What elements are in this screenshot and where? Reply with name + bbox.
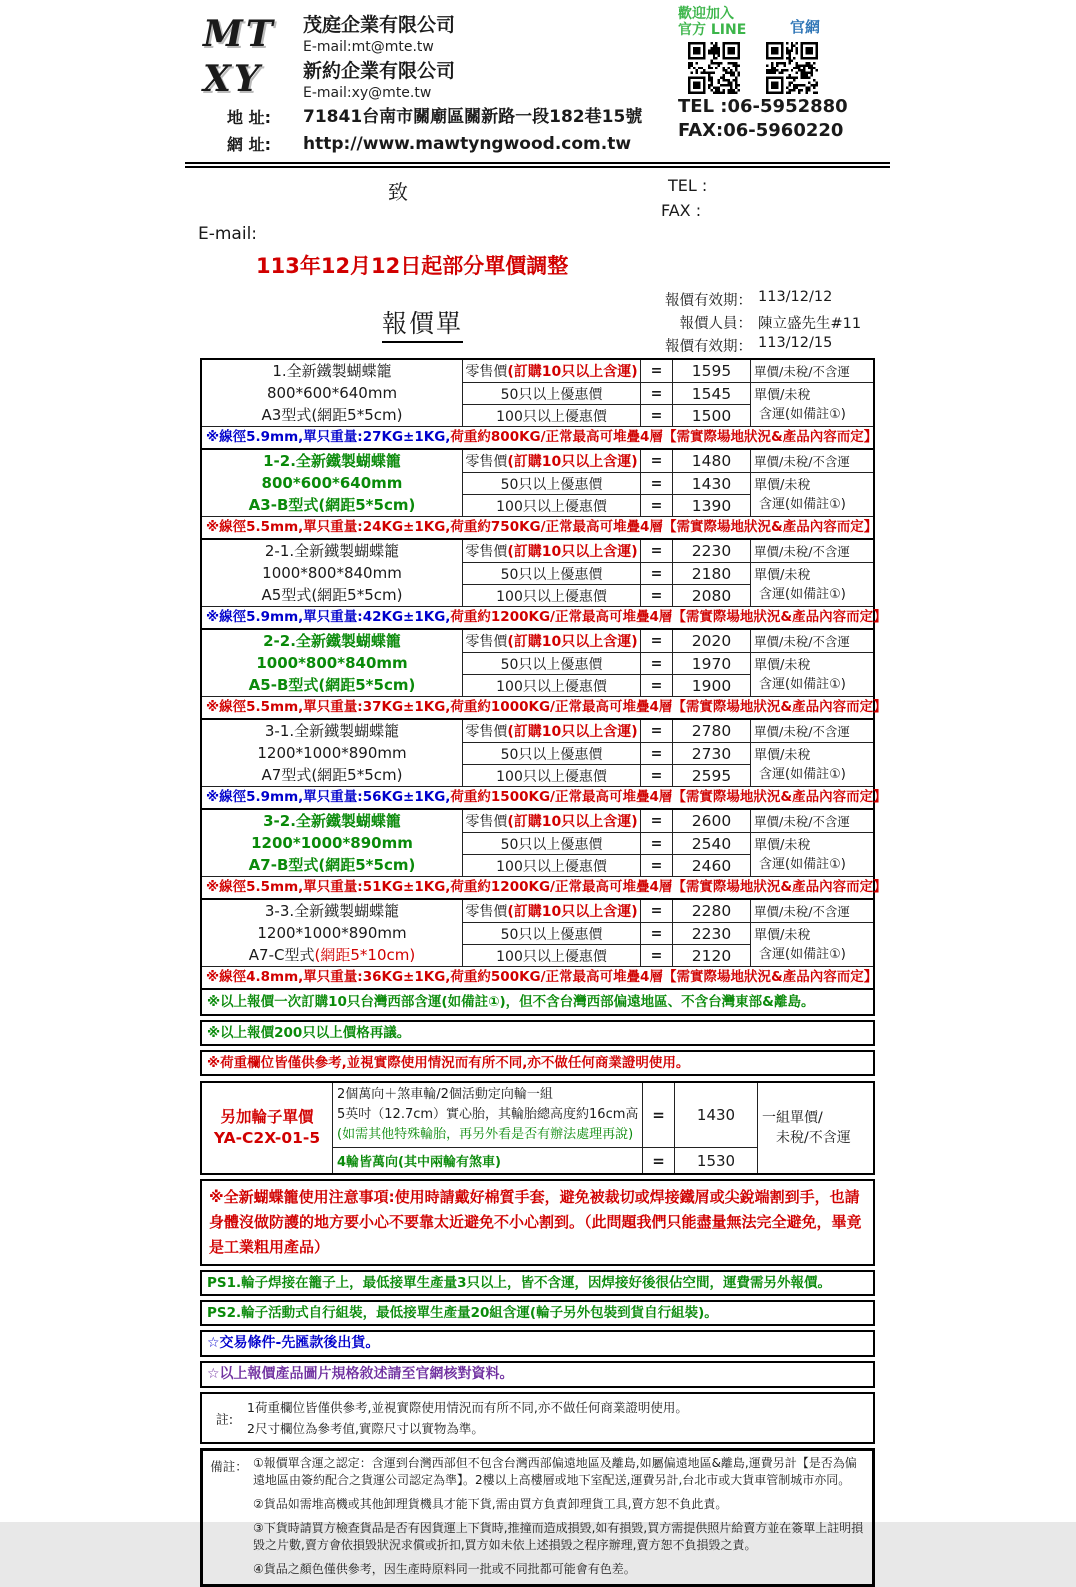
qty50-tier-label: 50只以上優惠價 bbox=[462, 562, 640, 584]
retail-tier-label bbox=[462, 360, 640, 382]
unit-note-line1: 單價/未稅 bbox=[754, 927, 811, 943]
unit-note-line1: 單價/未稅 bbox=[754, 387, 811, 403]
quote-valid-label-1: 報價有效期： bbox=[665, 293, 752, 309]
product-type bbox=[262, 584, 403, 606]
product-size: 1200*1000*890mm bbox=[257, 924, 407, 942]
unit-note-line2: 含運(如備註①) bbox=[759, 856, 846, 872]
qty100-price: 2080 bbox=[672, 584, 750, 606]
spec-note bbox=[202, 516, 878, 538]
unit-note-line2: 含運(如備註①) bbox=[759, 586, 846, 602]
product-size: 800*600*640mm bbox=[261, 474, 403, 492]
spec-note bbox=[202, 696, 887, 718]
ps1-note: PS1.輪子焊接在籠子上，最低接單生產量3只以上，皆不含運，因焊接好後很佔空間，運費需另外報價。 bbox=[200, 1270, 875, 1296]
quote-valid-date-2: 113/12/15 bbox=[758, 335, 833, 351]
equals-sign: = bbox=[640, 630, 672, 652]
remark-item: ③下貨時請買方檢查貨品是否有因貨運上下貨時,推撞而造成損毀,如有損毀,買方需提供照片給賣方並在簽單上註明損毀之片數,賣方會依損毀狀況求償或折扣,買方如未依上述損毀之程序辦理,賣方恕不負損毀之責。 bbox=[253, 1521, 864, 1552]
unit-note-line2: 含運(如備註①) bbox=[759, 496, 846, 512]
product-info bbox=[202, 720, 462, 786]
to-label: 致 bbox=[388, 180, 408, 204]
trade-terms-note: ☆交易條件-先匯款後出貨。 bbox=[200, 1330, 875, 1357]
retail-price: 2020 bbox=[672, 630, 750, 652]
spec-note bbox=[202, 966, 878, 988]
footnote-box bbox=[200, 1392, 875, 1444]
equals-sign: = bbox=[640, 382, 672, 404]
equals-sign: = bbox=[640, 900, 672, 922]
qty50-price: 1430 bbox=[672, 472, 750, 494]
spec-note-red: 荷重約1500KG/正常最高可堆疊4層【需實際場地狀況&產品內容而定】 bbox=[450, 789, 887, 805]
product-type bbox=[249, 854, 416, 876]
qty50-tier-label: 50只以上優惠價 bbox=[462, 922, 640, 944]
recipient-email-label: E-mail: bbox=[198, 224, 258, 244]
retail-label-text: 零售價 bbox=[465, 724, 508, 740]
spec-note-red: 荷重約800KG/正常最高可堆疊4層【需實際場地狀況&產品內容而定】 bbox=[450, 429, 878, 445]
equals-sign: = bbox=[640, 832, 672, 854]
equals-sign: = bbox=[640, 854, 672, 876]
price-unit-note-bottom bbox=[750, 472, 873, 516]
unit-note-line1: 單價/未稅 bbox=[754, 477, 811, 493]
product-type bbox=[249, 674, 416, 696]
qty100-price: 1900 bbox=[672, 674, 750, 696]
wheel-option1-line3: (如需其他特殊輪胎，再另外看是否有辦法處理再說) bbox=[337, 1127, 634, 1142]
retail-label-text: 零售價 bbox=[465, 904, 508, 920]
remark-item: ②貨品如需堆高機或其他卸理貨機具才能下貨,需由買方負責卸理貨工具,賣方恕不負此責。 bbox=[253, 1497, 728, 1511]
qty100-tier-label: 100只以上優惠價 bbox=[462, 944, 640, 966]
recipient-and-title-zone bbox=[0, 168, 1076, 358]
equals-sign: = bbox=[640, 450, 672, 472]
retail-tier-label bbox=[462, 450, 640, 472]
spec-note-blue: ※線徑5.9mm,單只重量:56KG±1KG, bbox=[206, 789, 451, 805]
qty100-tier-label: 100只以上優惠價 bbox=[462, 404, 640, 426]
quotation-body bbox=[200, 358, 887, 1587]
equals-sign: = bbox=[640, 540, 672, 562]
equals-sign: = bbox=[640, 562, 672, 584]
product-size: 1200*1000*890mm bbox=[251, 834, 413, 852]
product-title: 2-2.全新鐵製蝴蝶籠 bbox=[263, 632, 401, 650]
product-type-main: A7型式(網距5*5cm) bbox=[261, 766, 403, 784]
website-label: 網 址: bbox=[227, 135, 271, 154]
qty100-price: 1500 bbox=[672, 404, 750, 426]
unit-note-line2: 含運(如備註①) bbox=[759, 766, 846, 782]
price-unit-note-top: 單價/未稅/不含運 bbox=[750, 630, 873, 652]
spec-note-red: ※線徑5.5mm,單只重量:24KG±1KG,荷重約750KG/正常最高可堆疊4層【需實際場地狀況&產品內容而定】 bbox=[206, 519, 878, 535]
wheel-option1-line1: 2個萬向＋煞車輪/2個活動定向輪一組 bbox=[337, 1087, 553, 1102]
product-info bbox=[202, 810, 462, 876]
retail-label-text: 零售價 bbox=[465, 814, 508, 830]
qty50-price: 1545 bbox=[672, 382, 750, 404]
wheel-option1-line2: 5英吋（12.7cm）實心胎，其輪胎總高度約16cm高 bbox=[337, 1107, 639, 1122]
website-qr-code bbox=[766, 42, 818, 94]
letterhead bbox=[185, 0, 890, 168]
usage-warning: ※全新蝴蝶籠使用注意事項:使用時請戴好棉質手套，避免被裁切或焊接鐵屑或尖銳端割到手，也請身體沒做防護的地方要小心不要靠太近避免不小心割到。（此問題我們只能盡量無法完全避免，畢竟是工業粗用產品） bbox=[200, 1179, 875, 1266]
shipping-scope-note: ※以上報價一次訂購10只台灣西部含運(如備註①)，但不含台灣西部偏遠地區、不含台灣東部&離島。 bbox=[207, 994, 815, 1010]
retail-label-condition: (訂購10只以上含運) bbox=[507, 724, 638, 740]
qty50-price: 2540 bbox=[672, 832, 750, 854]
price-adjustment-notice: 113年12月12日起部分單價調整 bbox=[256, 254, 569, 278]
spec-note bbox=[202, 426, 878, 448]
equals-sign: = bbox=[640, 494, 672, 516]
retail-label-condition: (訂購10只以上含運) bbox=[507, 454, 638, 470]
product-type-paren: (網距5*10cm) bbox=[314, 946, 416, 964]
equals-sign: = bbox=[640, 584, 672, 606]
product-type-main: A3型式(網距5*5cm) bbox=[261, 406, 403, 424]
product-size: 1200*1000*890mm bbox=[257, 744, 407, 762]
qty100-tier-label: 100只以上優惠價 bbox=[462, 584, 640, 606]
qty100-tier-label: 100只以上優惠價 bbox=[462, 674, 640, 696]
price-table bbox=[200, 358, 887, 1016]
quote-person-label: 報價人員： bbox=[679, 316, 752, 332]
footnote-label: 註: bbox=[215, 1412, 234, 1428]
line-qr-code bbox=[688, 42, 740, 94]
wheel-option2-description: 4輪皆萬向(其中兩輪有煞車) bbox=[332, 1147, 642, 1173]
qty50-tier-label: 50只以上優惠價 bbox=[462, 652, 640, 674]
wheel-price-table bbox=[200, 1081, 875, 1175]
price-unit-note-bottom bbox=[750, 832, 873, 876]
company-tel: TEL :06-5952880 bbox=[678, 96, 848, 117]
quote-valid-label-2: 報價有效期： bbox=[665, 339, 752, 355]
qty50-price: 2230 bbox=[672, 922, 750, 944]
retail-label-condition: (訂購10只以上含運) bbox=[507, 904, 638, 920]
quote-valid-date-1: 113/12/12 bbox=[758, 289, 833, 305]
retail-tier-label bbox=[462, 900, 640, 922]
line-invite-text bbox=[678, 6, 778, 38]
footnote-line-1: 1荷重欄位皆僅供參考,並視實際使用情況而有所不同,亦不做任何商業證明使用。 bbox=[247, 1400, 688, 1415]
product-title: 1-2.全新鐵製蝴蝶籠 bbox=[263, 452, 401, 470]
product-title: 3-1.全新鐵製蝴蝶籠 bbox=[264, 722, 400, 740]
recipient-tel-label: TEL : bbox=[668, 176, 708, 195]
remark-item: ①報價單含運之認定：含運到台灣西部但不包含台灣西部偏遠地區及離島,如屬偏遠地區&離島,運費另計【是否為偏遠地區由簽約配合之貨運公司認定為準】。2樓以上高樓層或地下室配送,運費另計,台北市或大貨車管制城市亦同。 bbox=[253, 1456, 857, 1487]
unit-note-line2: 含運(如備註①) bbox=[759, 946, 846, 962]
price-unit-note-bottom bbox=[750, 382, 873, 426]
spec-note-blue: ※線徑5.9mm,單只重量:42KG±1KG, bbox=[206, 609, 451, 625]
product-type-main: A7-C型式 bbox=[248, 946, 315, 964]
retail-label-text: 零售價 bbox=[465, 454, 508, 470]
wheel-model-number: YA-C2X-01-5 bbox=[213, 1129, 321, 1147]
retail-label-condition: (訂購10只以上含運) bbox=[507, 364, 638, 380]
retail-price: 2230 bbox=[672, 540, 750, 562]
retail-tier-label bbox=[462, 720, 640, 742]
company-email-2: E-mail:xy@mte.tw bbox=[303, 85, 432, 101]
price-unit-note-bottom bbox=[750, 652, 873, 696]
unit-note-line2: 含運(如備註①) bbox=[759, 406, 846, 422]
product-type bbox=[249, 494, 416, 516]
product-block bbox=[202, 360, 878, 450]
company-name-2: 新約企業有限公司 bbox=[303, 60, 456, 82]
product-info bbox=[202, 540, 462, 606]
price-unit-note-bottom bbox=[750, 742, 873, 786]
address-label: 地 址: bbox=[227, 108, 271, 127]
wheel-label-line1: 另加輪子單價 bbox=[220, 1108, 314, 1126]
product-info bbox=[202, 630, 462, 696]
qty100-tier-label: 100只以上優惠價 bbox=[462, 764, 640, 786]
wheel-option1-description bbox=[332, 1083, 642, 1147]
company-logo bbox=[185, 12, 303, 104]
unit-note-line2: 含運(如備註①) bbox=[759, 676, 846, 692]
qty100-price: 1390 bbox=[672, 494, 750, 516]
equals-sign: = bbox=[640, 360, 672, 382]
unit-note-line1: 單價/未稅 bbox=[754, 657, 811, 673]
equals-sign: = bbox=[640, 720, 672, 742]
quote-person-name: 陳立盛先生#11 bbox=[758, 316, 862, 332]
price-unit-note-top: 單價/未稅/不含運 bbox=[750, 450, 873, 472]
retail-label-condition: (訂購10只以上含運) bbox=[507, 544, 638, 560]
retail-tier-label bbox=[462, 810, 640, 832]
company-email-1: E-mail:mt@mte.tw bbox=[303, 39, 434, 55]
qty50-tier-label: 50只以上優惠價 bbox=[462, 832, 640, 854]
spec-check-note: ☆以上報價產品圖片規格敘述請至官網核對資料。 bbox=[200, 1361, 875, 1388]
price-unit-note-bottom bbox=[750, 562, 873, 606]
product-title: 1.全新鐵製蝴蝶籠 bbox=[272, 362, 392, 380]
retail-label-text: 零售價 bbox=[465, 364, 508, 380]
equals-sign: = bbox=[640, 742, 672, 764]
spec-note bbox=[202, 876, 887, 898]
product-size: 1000*800*840mm bbox=[262, 564, 402, 582]
price-unit-note-top: 單價/未稅/不含運 bbox=[750, 540, 873, 562]
retail-price: 1595 bbox=[672, 360, 750, 382]
product-title: 2-1.全新鐵製蝴蝶籠 bbox=[264, 542, 400, 560]
unit-note-line1: 單價/未稅 bbox=[754, 837, 811, 853]
spec-note-red: ※線徑4.8mm,單只重量:36KG±1KG,荷重約500KG/正常最高可堆疊4層【需實際場地狀況&產品內容而定】 bbox=[206, 969, 878, 985]
qty100-tier-label: 100只以上優惠價 bbox=[462, 854, 640, 876]
retail-price: 2600 bbox=[672, 810, 750, 832]
product-type-main: A3-B型式(網距5*5cm) bbox=[248, 496, 416, 514]
bulk-price-note: ※以上報價200只以上價格再議。 bbox=[200, 1020, 875, 1046]
line-invite-line1: 歡迎加入 bbox=[678, 6, 734, 22]
remarks-box bbox=[200, 1448, 875, 1587]
price-unit-note-top: 單價/未稅/不含運 bbox=[750, 900, 873, 922]
wheel-unit-line1: 一組單價/ bbox=[762, 1110, 823, 1126]
retail-price: 2280 bbox=[672, 900, 750, 922]
product-type-main: A7-B型式(網距5*5cm) bbox=[248, 856, 416, 874]
remark-item: ④貨品之顏色僅供參考，因生產時原料同一批或不同批都可能會有色差。 bbox=[253, 1562, 636, 1576]
price-unit-note-top: 單價/未稅/不含運 bbox=[750, 360, 873, 382]
website-value: http://www.mawtyngwood.com.tw bbox=[303, 134, 632, 154]
retail-label-condition: (訂購10只以上含運) bbox=[507, 814, 638, 830]
equals-sign: = bbox=[640, 404, 672, 426]
ps2-note: PS2.輪子活動式自行組裝，最低接單生產量20組含運(輪子另外包裝到貨自行組裝)。 bbox=[200, 1300, 875, 1326]
price-unit-note-bottom bbox=[750, 922, 873, 966]
product-type bbox=[262, 404, 403, 426]
recipient-fax-label: FAX : bbox=[661, 201, 702, 220]
price-unit-note-top: 單價/未稅/不含運 bbox=[750, 810, 873, 832]
product-block bbox=[202, 630, 887, 720]
line-invite-line2: 官方 LINE bbox=[678, 22, 747, 38]
remarks-label: 備註： bbox=[210, 1459, 248, 1474]
wheel-option2-price: 1530 bbox=[674, 1147, 757, 1173]
quote-meta bbox=[648, 289, 861, 358]
product-info bbox=[202, 450, 462, 516]
product-block bbox=[202, 540, 887, 630]
wheel-option-code bbox=[202, 1083, 332, 1173]
wheel-unit-line2: 未稅/不含運 bbox=[776, 1130, 851, 1146]
spec-note-blue: ※線徑5.9mm,單只重量:27KG±1KG, bbox=[206, 429, 451, 445]
qty100-price: 2460 bbox=[672, 854, 750, 876]
spec-note bbox=[202, 786, 887, 808]
unit-note-line1: 單價/未稅 bbox=[754, 747, 811, 763]
product-block bbox=[202, 450, 878, 540]
official-site-label: 官網 bbox=[790, 18, 821, 36]
load-disclaimer-note: ※荷重欄位皆僅供參考,並視實際使用情況而有所不同,亦不做任何商業證明使用。 bbox=[200, 1050, 875, 1076]
equals-sign: = bbox=[642, 1147, 674, 1173]
logo-line-xy: XY bbox=[203, 58, 263, 100]
product-size: 1000*800*840mm bbox=[256, 654, 408, 672]
equals-sign: = bbox=[640, 922, 672, 944]
retail-label-condition: (訂購10只以上含運) bbox=[507, 634, 638, 650]
spec-note-red: 荷重約1200KG/正常最高可堆疊4層【需實際場地狀況&產品內容而定】 bbox=[450, 609, 887, 625]
footnote-line-2: 2尺寸欄位為參考值,實際尺寸以實物為準。 bbox=[247, 1421, 484, 1436]
company-name-1: 茂庭企業有限公司 bbox=[303, 14, 456, 36]
product-block bbox=[202, 900, 878, 990]
document-title: 報價單 bbox=[382, 304, 463, 343]
qty50-price: 2180 bbox=[672, 562, 750, 584]
retail-price: 1480 bbox=[672, 450, 750, 472]
wheel-price-unit-note bbox=[757, 1083, 873, 1173]
spec-note-red: ※線徑5.5mm,單只重量:51KG±1KG,荷重約1200KG/正常最高可堆疊4層【需實際場地狀況&產品內容而定】 bbox=[206, 879, 887, 895]
wheel-option1-price: 1430 bbox=[674, 1083, 757, 1147]
equals-sign: = bbox=[640, 810, 672, 832]
retail-price: 2780 bbox=[672, 720, 750, 742]
equals-sign: = bbox=[640, 674, 672, 696]
equals-sign: = bbox=[640, 944, 672, 966]
product-type-main: A5型式(網距5*5cm) bbox=[261, 586, 403, 604]
retail-tier-label bbox=[462, 630, 640, 652]
product-block bbox=[202, 720, 887, 810]
product-type bbox=[262, 764, 403, 786]
qty100-price: 2120 bbox=[672, 944, 750, 966]
equals-sign: = bbox=[640, 652, 672, 674]
product-type bbox=[249, 944, 415, 966]
qty50-tier-label: 50只以上優惠價 bbox=[462, 382, 640, 404]
equals-sign: = bbox=[640, 764, 672, 786]
retail-label-text: 零售價 bbox=[465, 544, 508, 560]
qty100-price: 2595 bbox=[672, 764, 750, 786]
qty50-tier-label: 50只以上優惠價 bbox=[462, 472, 640, 494]
product-info bbox=[202, 360, 462, 426]
logo-line-mt: MT bbox=[203, 13, 276, 55]
product-type-main: A5-B型式(網距5*5cm) bbox=[248, 676, 416, 694]
product-size: 800*600*640mm bbox=[266, 384, 398, 402]
retail-tier-label bbox=[462, 540, 640, 562]
spec-note bbox=[202, 606, 887, 628]
product-info bbox=[202, 900, 462, 966]
qty100-tier-label: 100只以上優惠價 bbox=[462, 494, 640, 516]
qty50-tier-label: 50只以上優惠價 bbox=[462, 742, 640, 764]
equals-sign: = bbox=[640, 472, 672, 494]
spec-note-red: ※線徑5.5mm,單只重量:37KG±1KG,荷重約1000KG/正常最高可堆疊4層【需實際場地狀況&產品內容而定】 bbox=[206, 699, 887, 715]
product-title: 3-3.全新鐵製蝴蝶籠 bbox=[264, 902, 400, 920]
retail-label-text: 零售價 bbox=[465, 634, 508, 650]
product-block bbox=[202, 810, 887, 900]
unit-note-line1: 單價/未稅 bbox=[754, 567, 811, 583]
qty50-price: 1970 bbox=[672, 652, 750, 674]
equals-sign: = bbox=[642, 1083, 674, 1147]
price-unit-note-top: 單價/未稅/不含運 bbox=[750, 720, 873, 742]
qty50-price: 2730 bbox=[672, 742, 750, 764]
product-title: 3-2.全新鐵製蝴蝶籠 bbox=[263, 812, 401, 830]
company-fax: FAX:06-5960220 bbox=[678, 120, 844, 141]
address-value: 71841台南市關廟區關新路一段182巷15號 bbox=[303, 107, 643, 127]
